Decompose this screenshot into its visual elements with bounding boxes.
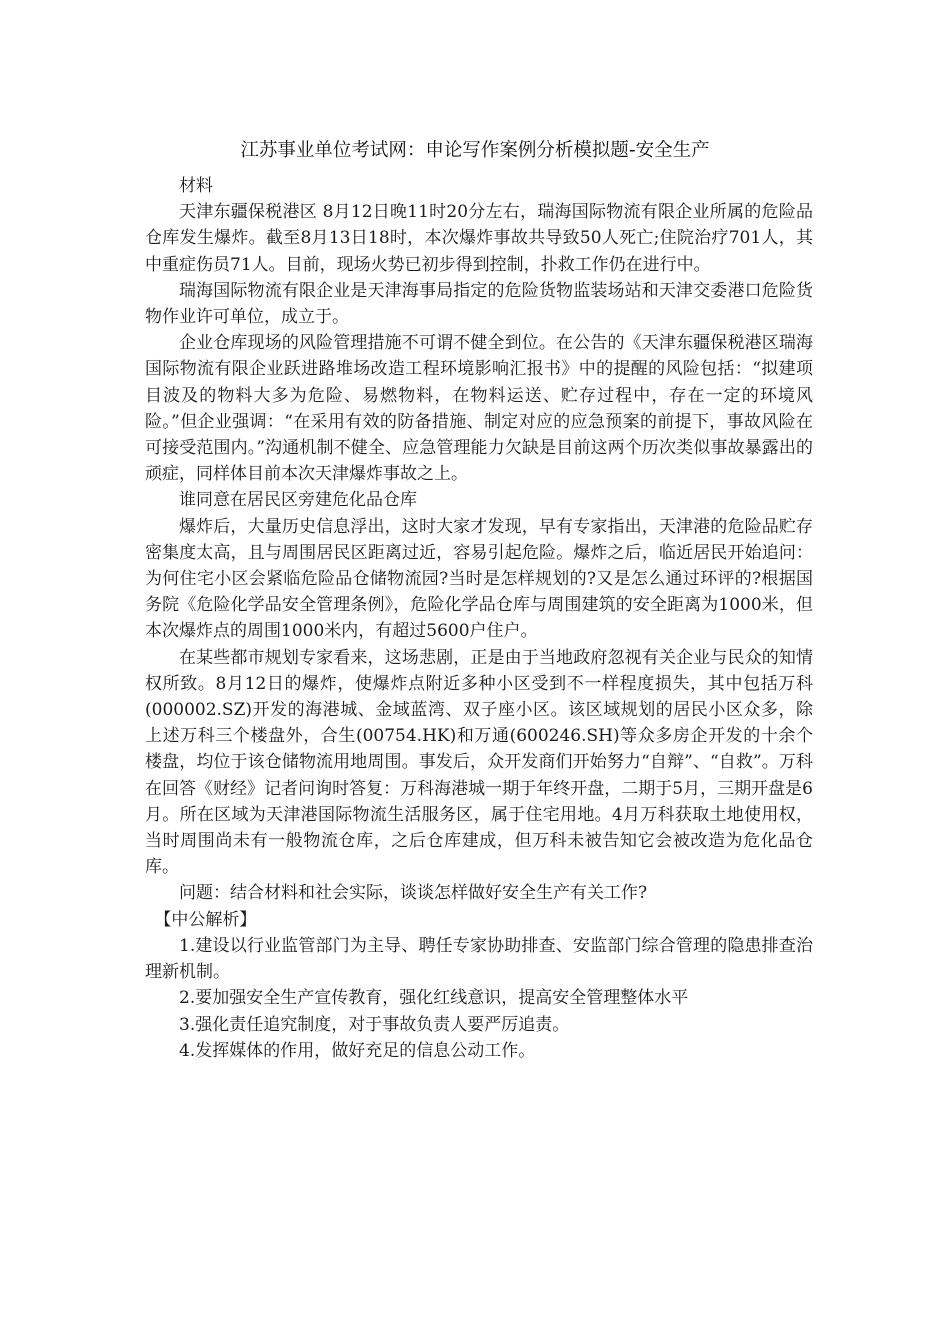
section-heading-residential: 谁同意在居民区旁建危化品仓库 <box>179 490 417 511</box>
paragraph-explosion-summary: 天津东疆保税港区 8月12日晚11时20分左右，瑞海国际物流有限企业所属的危险品仓库发生爆炸。截至8月13日18时，本次爆炸事故共导致50人死亡;住院治疗701人，其中重症伤员71人。目前，现场火势已初步得到控制，扑救工作仍在进行中。 <box>145 202 813 275</box>
document-title: 江苏事业单位考试网：申论写作案例分析模拟题-安全生产 <box>240 140 710 161</box>
question-paragraph: 问题：结合材料和社会实际，谈谈怎样做好安全生产有关工作? <box>179 883 648 904</box>
document-body <box>145 173 813 1064</box>
answer-point-3: 3.强化责任追究制度，对于事故负责人要严厉追责。 <box>179 1014 570 1035</box>
section-heading-material: 材料 <box>179 176 213 196</box>
analysis-heading: 【中公解析】 <box>154 909 257 930</box>
answer-point-1: 1.建设以行业监管部门为主导、聘任专家协助排查、安监部门综合管理的隐患排查治理新机制。 <box>145 935 813 983</box>
answer-point-2: 2.要加强安全生产宣传教育，强化红线意识，提高安全管理整体水平 <box>179 988 689 1009</box>
paragraph-company-info: 瑞海国际物流有限企业是天津海事局指定的危险货物监装场站和天津交委港口危险货物作业许可单位，成立于。 <box>145 280 813 328</box>
paragraph-history-info: 爆炸后，大量历史信息浮出，这时大家才发现，早有专家指出，天津港的危险品贮存密集度太高，且与周围居民区距离过近，容易引起危险。爆炸之后，临近居民开始追问：为何住宅小区会紧临危险品仓储物流园?当时是怎样规划的?又是怎么通过环评的?根据国务院《危险化学品安全管理条例》，危险化学品仓库与周围建筑的安全距离为1000米，但本次爆炸点的周围1000米内，有超过5600户住户。 <box>145 516 813 642</box>
answer-point-4: 4.发挥媒体的作用，做好充足的信息公动工作。 <box>179 1040 536 1061</box>
paragraph-planning-experts: 在某些都市规划专家看来，这场悲剧，正是由于当地政府忽视有关企业与民众的知情权所致。8月12日的爆炸，使爆炸点附近多种小区受到不一样程度损失，其中包括万科(000002.SZ)开发的海港城、金域蓝湾、双子座小区。该区域规划的居民小区众多，除上述万科三个楼盘外，合生(00754.HK)和万通(600246.SH)等众多房企开发的十余个楼盘，均位于该仓储物流用地周围。事发后，众开发商们开始努力“自辩”、“自救”。万科在回答《财经》记者问询时答复：万科海港城一期于年终开盘，二期于5月，三期开盘是6月。所在区域为天津港国际物流生活服务区，属于住宅用地。4月万科获取土地使用权，当时周围尚未有一般物流仓库，之后仓库建成，但万科未被告知它会被改造为危化品仓库。 <box>145 647 813 878</box>
paragraph-risk-management: 企业仓库现场的风险管理措施不可谓不健全到位。在公告的《天津东疆保税港区瑞海国际物流有限企业跃进路堆场改造工程环境影响汇报书》中的提醒的风险包括：“拟建项目波及的物料大多为危险、易燃物料，在物料运送、贮存过程中，存在一定的环境风险。”但企业强调：“在采用有效的防备措施、制定对应的应急预案的前提下，事故风险在可接受范围内。”沟通机制不健全、应急管理能力欠缺是目前这两个历次类似事故暴露出的顽症，同样体目前本次天津爆炸事故之上。 <box>145 333 813 485</box>
